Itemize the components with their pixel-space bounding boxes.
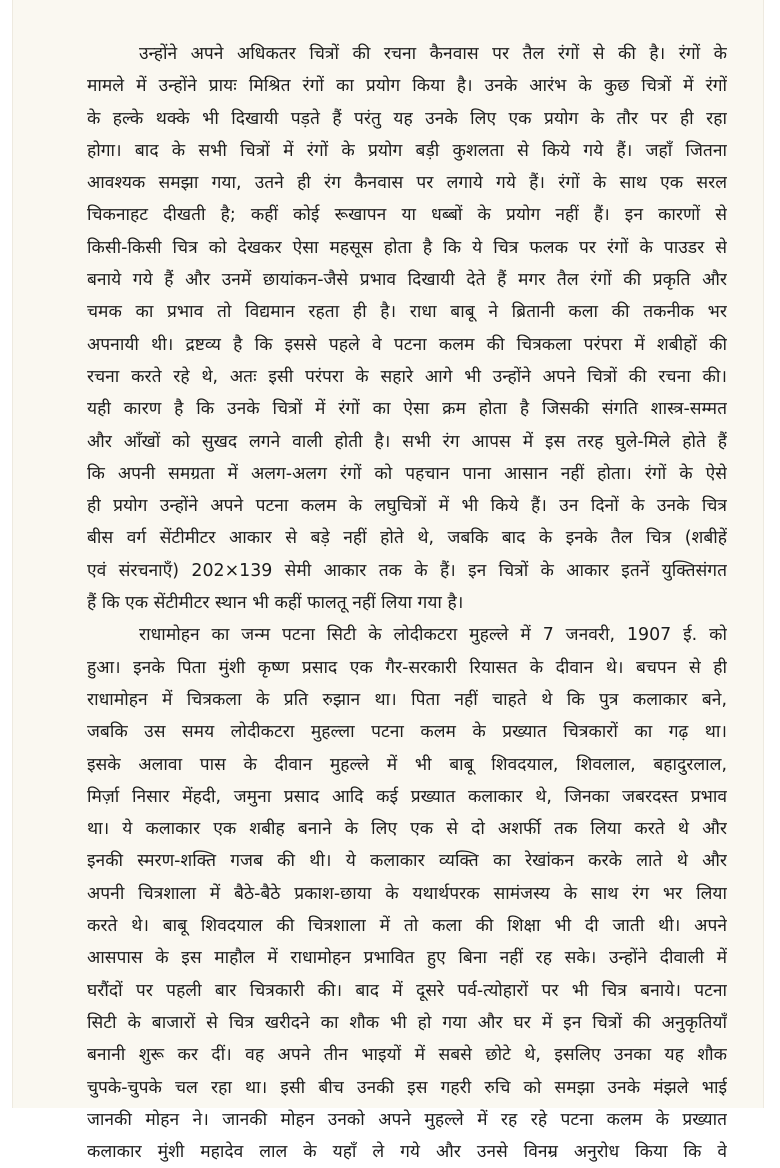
text-line: और आँखों को सुखद लगने वाली होती है। सभी रंग आपस में इस तरह घुले-मिले होते हैं (87, 431, 727, 452)
text-line: होगा। बाद के सभी चित्रों में रंगों के प्रयोग बड़ी कुशलता से किये गये हैं। जहाँ जितना (87, 140, 727, 161)
text-line: मामले में उन्होंने प्रायः मिश्रित रंगों का प्रयोग किया है। उनके आरंभ के कुछ चित्रों में रंगों (87, 76, 727, 97)
text-line: हैं कि एक सेंटीमीटर स्थान भी कहीं फालतू नहीं लिया गया है। (87, 593, 464, 614)
text-line: उन्होंने अपने अधिकतर चित्रों की रचना कैनवास पर तैल रंगों से की है। रंगों के (139, 44, 727, 64)
text-line: बनानी शुरू कर दीं। वह अपने तीन भाइयों में सबसे छोटे थे, इसलिए उनका यह शौक (87, 1045, 727, 1066)
text-line: इनकी स्मरण-शक्ति गजब की थी। ये कलाकार व्यक्ति का रेखांकन करके लाते थे और (87, 851, 727, 872)
text-line: रचना करते रहे थे, अतः इसी परंपरा के सहारे आगे भी उन्होंने अपने चित्रों की रचना की। (87, 366, 727, 387)
text-line: के हल्के थक्के भी दिखायी पड़ते हैं परंतु यह उनके लिए एक प्रयोग के तौर पर ही रहा (87, 108, 727, 129)
text-line: अपनायी थी। द्रष्टव्य है कि इससे पहले वे पटना कलम की चित्रकला परंपरा में शबीहों की (87, 334, 727, 355)
text-line: चिकनाहट दीखती है; कहीं कोई रूखापन या धब्बों के प्रयोग नहीं हैं। इन कारणों से (87, 205, 727, 226)
text-line: ही प्रयोग उन्होंने अपने पटना कलम के लघुचित्रों में भी किये हैं। उन दिनों के उनके चित्र (87, 496, 727, 517)
text-line: राधामोहन का जन्म पटना सिटी के लोदीकटरा मुहल्ले में 7 जनवरी, 1907 ई. को (139, 625, 727, 646)
text-line: जानकी मोहन ने। जानकी मोहन उनको अपने मुहल्ले में रह रहे पटना कलम के प्रख्यात (87, 1109, 727, 1130)
text-line: बीस वर्ग सेंटीमीटर आकार से बड़े नहीं होते थे, जबकि बाद के इनके तैल चित्र (शबीहें (87, 528, 727, 549)
text-line: मिर्ज़ा निसार मेंहदी, जमुना प्रसाद आदि कई प्रख्यात कलाकार थे, जिनका जबरदस्त प्रभाव (87, 786, 727, 807)
text-line: था। ये कलाकार एक शबीह बनाने के लिए एक से दो अशर्फी तक लिया करते थे और (87, 819, 727, 840)
text-line: जबकि उस समय लोदीकटरा मुहल्ला पटना कलम के प्रख्यात चित्रकारों का गढ़ था। (87, 722, 727, 743)
text-line: हुआ। इनके पिता मुंशी कृष्ण प्रसाद एक गैर-सरकारी रियासत के दीवान थे। बचपन से ही (87, 657, 727, 678)
text-line: एवं संरचनाएँ) 202×139 सेमी आकार तक के हैं। इन चित्रों के आकार इतनें युक्तिसंगत (87, 560, 727, 581)
text-line: कलाकार मुंशी महादेव लाल के यहाँ ले गये और उनसे विनम्र अनुरोध किया कि वे (87, 1142, 727, 1163)
text-line: आसपास के इस माहौल में राधामोहन प्रभावित हुए बिना नहीं रह सके। उन्होंने दीवाली में (87, 948, 727, 969)
text-line: सिटी के बाजारों से चित्र खरीदने का शौक भी हो गया और घर में इन चित्रों की अनुकृतियाँ (87, 1012, 727, 1033)
paragraph-biography (87, 619, 727, 1168)
text-line: किसी-किसी चित्र को देखकर ऐसा महसूस होता है कि ये चित्र फलक पर रंगों के पाउडर से (87, 237, 727, 258)
text-line: यही कारण है कि उनके चित्रों में रंगों का ऐसा क्रम होता है जिसकी संगति शास्त्र-सम्मत (87, 399, 727, 420)
text-line: घरौंदों पर पहली बार चित्रकारी की। बाद में दूसरे पर्व-त्योहारों पर भी चित्र बनाये। पटना (87, 980, 727, 1001)
text-line: चुपके-चुपके चल रहा था। इसी बीच उनकी इस गहरी रुचि को समझा उनके मंझले भाई (87, 1077, 727, 1098)
paragraph-painting-technique (87, 38, 727, 619)
text-line: कि अपनी समग्रता में अलग-अलग रंगों को पहचान पाना आसान नहीं होता। रंगों के ऐसे (87, 463, 727, 484)
text-line: चमक का प्रभाव तो विद्यमान रहता ही है। राधा बाबू ने ब्रितानी कला की तकनीक भर (87, 302, 727, 323)
page-body-text (87, 38, 727, 1168)
text-line: अपनी चित्रशाला में बैठे-बैठे प्रकाश-छाया के यथार्थपरक सामंजस्य के साथ रंग भर लिया (87, 883, 727, 904)
text-line: बनाये गये हैं और उनमें छायांकन-जैसे प्रभाव दिखायी देते हैं मगर तैल रंगों की प्रकृति और (87, 270, 727, 291)
text-line: इसके अलावा पास के दीवान मुहल्ले में भी बाबू शिवदयाल, शिवलाल, बहादुरलाल, (87, 754, 727, 775)
text-line: राधामोहन में चित्रकला के प्रति रुझान था। पिता नहीं चाहते थे कि पुत्र कलाकार बने, (87, 689, 727, 710)
text-line: आवश्यक समझा गया, उतने ही रंग कैनवास पर लगाये गये हैं। रंगों के साथ एक सरल (87, 173, 727, 194)
text-line: करते थे। बाबू शिवदयाल की चित्रशाला में तो कला की शिक्षा भी दी जाती थी। अपने (87, 916, 727, 937)
book-page (12, 0, 764, 1163)
